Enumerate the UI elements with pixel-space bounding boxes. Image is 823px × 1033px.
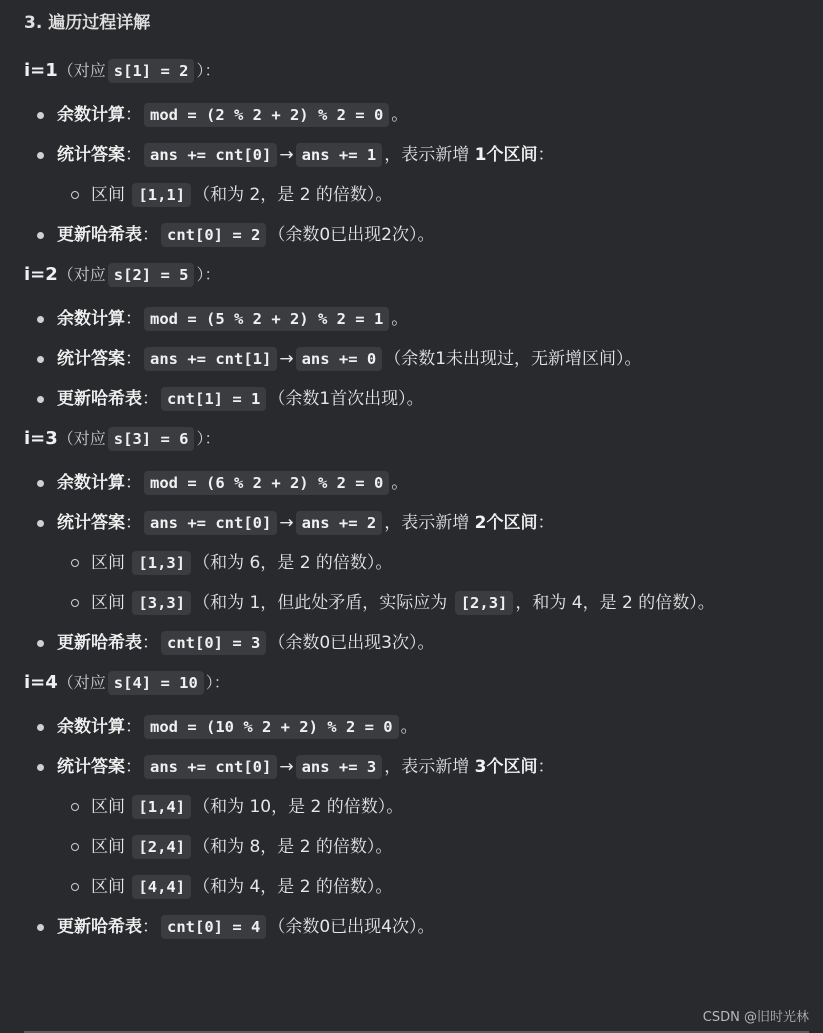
count-suffix: ，表示新增 — [384, 513, 475, 533]
colon: ： — [125, 473, 142, 493]
count-end: ： — [537, 757, 555, 777]
colon: ： — [142, 389, 159, 409]
step-heading — [24, 424, 823, 454]
mod-label: 余数计算 — [57, 309, 125, 329]
step-heading — [24, 668, 823, 698]
bullet-icon — [37, 724, 44, 731]
count-label: 统计答案 — [57, 757, 125, 777]
step-heading — [24, 260, 823, 290]
interval-row — [24, 792, 823, 822]
update-code: cnt[1] = 1 — [161, 387, 266, 411]
mod-row — [24, 100, 823, 130]
interval-label: 区间 — [91, 877, 125, 897]
interval-note: （和为 8，是 2 的倍数）。 — [193, 837, 393, 857]
update-note: （余数1首次出现）。 — [268, 389, 424, 409]
interval-code: [1,4] — [132, 795, 191, 819]
circle-bullet-icon — [71, 191, 79, 199]
ans-code: ans += 3 — [296, 755, 383, 779]
update-label: 更新哈希表 — [57, 917, 142, 937]
interval-note: （和为 2，是 2 的倍数）。 — [193, 185, 393, 205]
count-bold: 1个区间 — [474, 145, 538, 165]
update-label: 更新哈希表 — [57, 633, 142, 653]
bullet-icon — [37, 112, 44, 119]
interval-label: 区间 — [91, 593, 125, 613]
interval-code: [1,3] — [132, 551, 191, 575]
update-label: 更新哈希表 — [57, 225, 142, 245]
step-index: i=3 — [24, 428, 58, 449]
colon: ： — [142, 633, 159, 653]
colon: ： — [125, 513, 142, 533]
interval-note-alt: ，和为 4，是 2 的倍数）。 — [515, 593, 715, 613]
bullet-icon — [37, 152, 44, 159]
arrow-icon: → — [279, 145, 294, 165]
interval-label: 区间 — [91, 553, 125, 573]
ans-code: ans += 2 — [296, 511, 383, 535]
step-index: i=2 — [24, 264, 58, 285]
arrow-icon: → — [279, 349, 294, 369]
interval-code: [3,3] — [132, 591, 191, 615]
step-heading — [24, 56, 823, 86]
interval-row — [24, 872, 823, 902]
interval-code: [1,1] — [132, 183, 191, 207]
paren-close: ）： — [196, 429, 221, 448]
cnt-code: ans += cnt[0] — [144, 143, 277, 167]
period: 。 — [400, 717, 418, 737]
paren-open: （对应 — [57, 673, 106, 692]
count-row — [24, 140, 823, 170]
mod-code: mod = (6 % 2 + 2) % 2 = 0 — [144, 471, 389, 495]
count-label: 统计答案 — [57, 513, 125, 533]
circle-bullet-icon — [71, 843, 79, 851]
prefix-sum-code: s[2] = 5 — [108, 263, 195, 287]
update-note: （余数0已出现3次）。 — [268, 633, 435, 653]
section-heading: 3. 遍历过程详解 — [24, 13, 151, 33]
colon: ： — [125, 145, 142, 165]
prefix-sum-code: s[3] = 6 — [108, 427, 195, 451]
count-bold: 2个区间 — [474, 513, 538, 533]
paren-open: （对应 — [57, 429, 106, 448]
mod-label: 余数计算 — [57, 473, 125, 493]
bullet-icon — [37, 480, 44, 487]
interval-code: [4,4] — [132, 875, 191, 899]
bullet-icon — [37, 356, 44, 363]
update-label: 更新哈希表 — [57, 389, 142, 409]
mod-code: mod = (10 % 2 + 2) % 2 = 0 — [144, 715, 399, 739]
bullet-icon — [37, 640, 44, 647]
count-row — [24, 344, 823, 374]
colon: ： — [142, 225, 159, 245]
interval-label: 区间 — [91, 185, 125, 205]
update-code: cnt[0] = 3 — [161, 631, 266, 655]
count-label: 统计答案 — [57, 349, 125, 369]
update-note: （余数0已出现2次）。 — [268, 225, 435, 245]
update-row — [24, 384, 823, 414]
paren-close: ）： — [205, 673, 230, 692]
count-suffix: （余数1未出现过，无新增区间）。 — [384, 349, 642, 369]
update-note: （余数0已出现4次）。 — [268, 917, 435, 937]
paren-close: ）： — [196, 61, 221, 80]
step-index: i=4 — [24, 672, 58, 693]
bullet-icon — [37, 764, 44, 771]
count-suffix: ，表示新增 — [384, 757, 475, 777]
interval-note: （和为 6，是 2 的倍数）。 — [193, 553, 393, 573]
circle-bullet-icon — [71, 559, 79, 567]
colon: ： — [142, 917, 159, 937]
arrow-icon: → — [279, 757, 294, 777]
circle-bullet-icon — [71, 599, 79, 607]
arrow-icon: → — [279, 513, 294, 533]
circle-bullet-icon — [71, 803, 79, 811]
step-index: i=1 — [24, 60, 58, 81]
cnt-code: ans += cnt[0] — [144, 511, 277, 535]
interval-code-alt: [2,3] — [455, 591, 514, 615]
count-bold: 3个区间 — [474, 757, 538, 777]
cnt-code: ans += cnt[0] — [144, 755, 277, 779]
update-row — [24, 912, 823, 942]
bullet-icon — [37, 316, 44, 323]
interval-row — [24, 832, 823, 862]
colon: ： — [125, 757, 142, 777]
interval-note: （和为 10，是 2 的倍数）。 — [193, 797, 404, 817]
mod-code: mod = (2 % 2 + 2) % 2 = 0 — [144, 103, 389, 127]
period: 。 — [391, 105, 409, 125]
interval-label: 区间 — [91, 797, 125, 817]
colon: ： — [125, 105, 142, 125]
mod-row — [24, 712, 823, 742]
interval-code: [2,4] — [132, 835, 191, 859]
colon: ： — [125, 349, 142, 369]
update-code: cnt[0] = 2 — [161, 223, 266, 247]
update-code: cnt[0] = 4 — [161, 915, 266, 939]
cnt-code: ans += cnt[1] — [144, 347, 277, 371]
update-row — [24, 220, 823, 250]
bullet-icon — [37, 520, 44, 527]
bullet-icon — [37, 232, 44, 239]
circle-bullet-icon — [71, 883, 79, 891]
prefix-sum-code: s[1] = 2 — [108, 59, 195, 83]
paren-open: （对应 — [57, 61, 106, 80]
count-label: 统计答案 — [57, 145, 125, 165]
ans-code: ans += 0 — [296, 347, 383, 371]
paren-close: ）： — [196, 265, 221, 284]
mod-label: 余数计算 — [57, 717, 125, 737]
ans-code: ans += 1 — [296, 143, 383, 167]
steps-list — [24, 56, 823, 942]
mod-row — [24, 304, 823, 334]
colon: ： — [125, 309, 142, 329]
interval-note: （和为 1，但此处矛盾，实际应为 — [193, 593, 453, 613]
mod-row — [24, 468, 823, 498]
count-end: ： — [537, 145, 555, 165]
period: 。 — [391, 473, 409, 493]
interval-row — [24, 588, 823, 618]
count-end: ： — [537, 513, 555, 533]
bullet-icon — [37, 924, 44, 931]
count-row — [24, 508, 823, 538]
prefix-sum-code: s[4] = 10 — [108, 671, 204, 695]
count-row — [24, 752, 823, 782]
bullet-icon — [37, 396, 44, 403]
period: 。 — [391, 309, 409, 329]
colon: ： — [125, 717, 142, 737]
paren-open: （对应 — [57, 265, 106, 284]
count-suffix: ，表示新增 — [384, 145, 475, 165]
interval-label: 区间 — [91, 837, 125, 857]
watermark: CSDN @旧时光林 — [702, 1010, 809, 1025]
mod-code: mod = (5 % 2 + 2) % 2 = 1 — [144, 307, 389, 331]
update-row — [24, 628, 823, 658]
mod-label: 余数计算 — [57, 105, 125, 125]
interval-note: （和为 4，是 2 的倍数）。 — [193, 877, 393, 897]
interval-row — [24, 180, 823, 210]
interval-row — [24, 548, 823, 578]
